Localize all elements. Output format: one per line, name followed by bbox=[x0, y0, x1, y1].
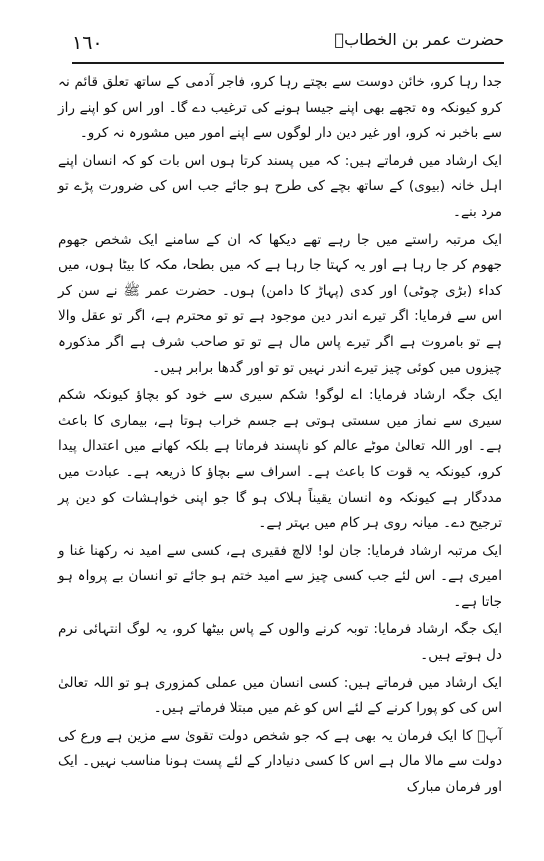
paragraph: ایک مرتبہ راستے میں جا رہے تھے دیکھا کہ ان کے سامنے ایک شخص جھوم جھوم کر جا رہا ہے اور یہ کہتا جا رہا ہے کہ میں بطحا، مکہ کا بیٹا ہوں، میں کداء (بڑی چوٹی) اور کدی (پہاڑ کا دامن) ہوں۔ حضرت عمر ﷺ نے سن کر اس سے فرمایا: اگر تیرے اندر دین موجود ہے تو تو محترم ہے، اگر تو عقل والا ہے تو بامروت ہے اگر تیرے پاس مال ہے تو تو صاحب شرف ہے اگر مذکورہ چیزوں میں کوئی چیز تیرے اندر نہیں تو تو اور گدھا برابر ہیں۔ bbox=[58, 231, 502, 376]
paragraph: ایک ارشاد میں فرماتے ہیں: کسی انسان میں عملی کمزوری ہو تو اللہ تعالیٰ اس کی کو پورا کرنے کے لئے اس کو غم میں مبتلا فرماتے ہیں۔ bbox=[58, 674, 502, 717]
paragraph: ایک ارشاد میں فرماتے ہیں: کہ میں پسند کرتا ہوں اس بات کو کہ انسان اپنے اہل خانہ (بیوی) کے ساتھ بچے کی طرح ہو جائے جب اس کی ضرورت پڑے تو مرد بنے۔ bbox=[58, 152, 502, 220]
paragraph: ایک جگہ ارشاد فرمایا: توبہ کرنے والوں کے پاس بیٹھا کرو، یہ لوگ انتہائی نرم دل ہوتے ہیں۔ bbox=[58, 621, 502, 664]
body-text bbox=[58, 70, 502, 801]
page-number: ١٦٠ bbox=[72, 32, 103, 54]
paragraph: آپؓ کا ایک فرمان یہ بھی ہے کہ جو شخص دولت تقویٰ سے مزین ہے ورع کی دولت سے مالا مال ہے اس کا کسی دنیادار کے لئے پست ہونا مناسب نہیں۔ ایک اور فرمان مبارک bbox=[58, 727, 502, 796]
paragraph: جدا رہا کرو، خائن دوست سے بچتے رہا کرو، فاجر آدمی کے ساتھ تعلق قائم نہ کرو کیونکہ وہ تجھے بھی اپنے جیسا ہونے کی ترغیب دے گا۔ اور اس کو اپنے راز سے باخبر نہ کرو، اور غیر دین دار لوگوں سے اپنے امور میں مشورہ نہ کرو۔ bbox=[58, 74, 502, 142]
running-title: حضرت عمر بن الخطابؓ bbox=[334, 30, 504, 49]
page-header bbox=[72, 28, 504, 58]
paragraph: ایک جگہ ارشاد فرمایا: اے لوگو! شکم سیری سے خود کو بچاؤ کیونکہ شکم سیری سے نماز میں سستی ہوتی ہے جسم خراب ہوتا ہے، بیماری کا باعث ہے۔ اور اللہ تعالیٰ موٹے عالم کو ناپسند فرماتا ہے بلکہ کھانے میں اعتدال پیدا کرو، کیونکہ یہ قوت کا باعث ہے۔ اسراف سے بچاؤ کا ذریعہ ہے۔ عبادت میں مددگار ہے کیونکہ وہ انسان یقیناً ہلاک ہو گا جو اپنی خواہشات کو دین پر ترجیح دے۔ میانہ روی ہر کام میں بہتر ہے۔ bbox=[58, 387, 502, 532]
header-rule bbox=[72, 62, 504, 64]
paragraph: ایک مرتبہ ارشاد فرمایا: جان لو! لالچ فقیری ہے، کسی سے امید نہ رکھنا غنا و امیری ہے۔ اس لئے جب کسی چیز سے امید ختم ہو جائے تو انسان بے پرواہ ہو جاتا ہے۔ bbox=[58, 542, 502, 610]
